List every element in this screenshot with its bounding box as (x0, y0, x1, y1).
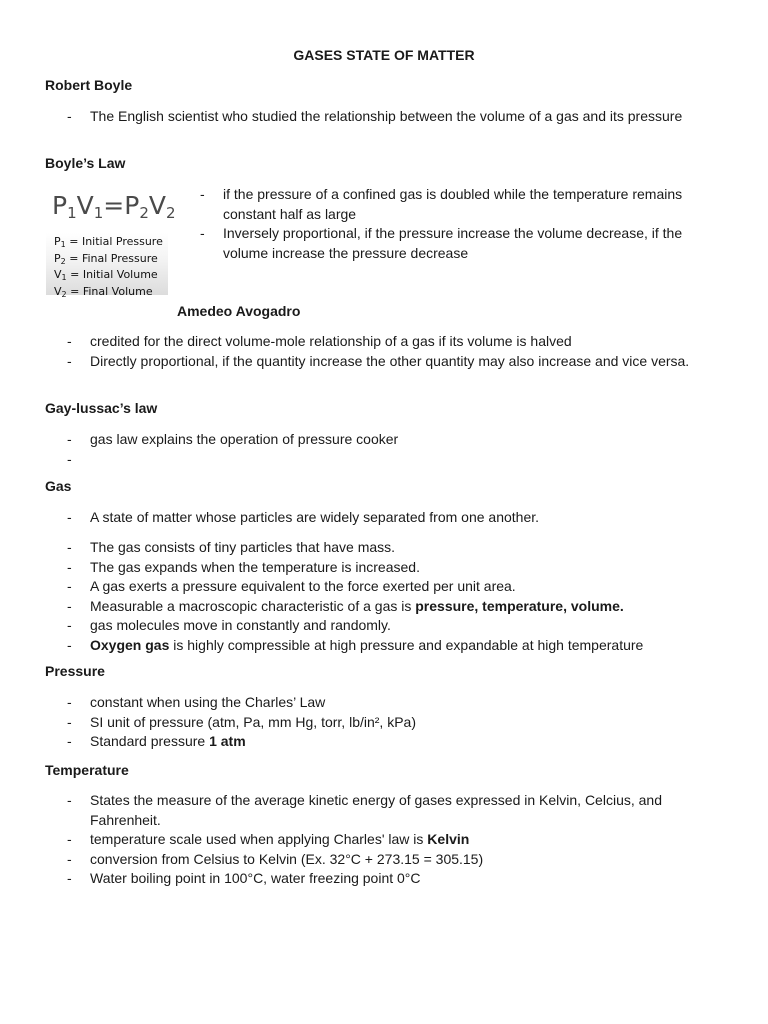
heading-boyles-law: Boyle’s Law (45, 155, 126, 171)
document-title: GASES STATE OF MATTER (293, 47, 475, 63)
list-item: - Measurable a macroscopic characteristic of a gas is pressure, temperature, volume. (45, 597, 725, 617)
list-item (45, 450, 725, 470)
list-item: - constant when using the Charles’ Law (45, 693, 725, 713)
heading-robert-boyle: Robert Boyle (45, 77, 133, 93)
heading-temperature: Temperature (45, 762, 129, 778)
heading-pressure: Pressure (45, 663, 105, 679)
list-item: - Oxygen gas is highly compressible at high pressure and expandable at high temperature (45, 636, 725, 656)
legend-item: $P_1$ = Initial Pressure (54, 235, 163, 249)
list-item: - The English scientist who studied the relationship between the volume of a gas and its pressure (45, 107, 725, 127)
list-item: - States the measure of the average kinetic energy of gases expressed in Kelvin, Celcius, and Fahrenheit. (45, 791, 725, 830)
list-temperature (45, 791, 725, 889)
heading-amedeo-avogadro: Amedeo Avogadro (177, 303, 301, 319)
list-item: - SI unit of pressure (atm, Pa, mm Hg, torr, lb/in², kPa) (45, 713, 725, 733)
list-pressure (45, 693, 725, 752)
boyles-law-legend (46, 233, 168, 299)
list-gay-lussac (45, 430, 725, 469)
list-item: - gas molecules move in constantly and randomly. (45, 616, 725, 636)
list-item: - credited for the direct volume-mole relationship of a gas if its volume is halved (45, 332, 725, 352)
list-gas-definition (45, 508, 725, 528)
list-item: - if the pressure of a confined gas is doubled while the temperature remains constant half as large (200, 185, 730, 224)
heading-gas: Gas (45, 478, 72, 494)
list-item: - The gas consists of tiny particles that have mass. (45, 538, 725, 558)
list-item: - temperature scale used when applying Charles' law is Kelvin (45, 830, 725, 850)
list-gas-properties (45, 538, 725, 655)
list-item: - A state of matter whose particles are widely separated from one another. (45, 508, 725, 528)
list-item: - gas law explains the operation of pressure cooker (45, 430, 725, 450)
boyles-law-formula-image (46, 183, 176, 299)
list-item: - Water boiling point in 100°C, water freezing point 0°C (45, 869, 725, 889)
list-item: - conversion from Celsius to Kelvin (Ex. 32°C + 273.15 = 305.15) (45, 850, 725, 870)
list-item: - Standard pressure 1 atm (45, 732, 725, 752)
boyles-law-equation: $P_1V_1=P_2V_2$ (52, 191, 176, 222)
legend-item: $V_2$ = Final Volume (54, 284, 153, 299)
list-avogadro (45, 332, 725, 371)
list-item: - Inversely proportional, if the pressure increase the volume decrease, if the volume increase the pressure decrease (200, 224, 730, 263)
list-boyles-law (200, 185, 730, 263)
list-item: - Directly proportional, if the quantity increase the other quantity may also increase and vice versa. (45, 352, 725, 372)
heading-gay-lussac: Gay-lussac’s law (45, 400, 158, 416)
list-item: - The gas expands when the temperature is increased. (45, 558, 725, 578)
list-item: - A gas exerts a pressure equivalent to the force exerted per unit area. (45, 577, 725, 597)
legend-item: $V_1$ = Initial Volume (54, 268, 158, 282)
list-robert-boyle (45, 107, 725, 127)
legend-item: $P_2$ = Final Pressure (54, 251, 158, 266)
